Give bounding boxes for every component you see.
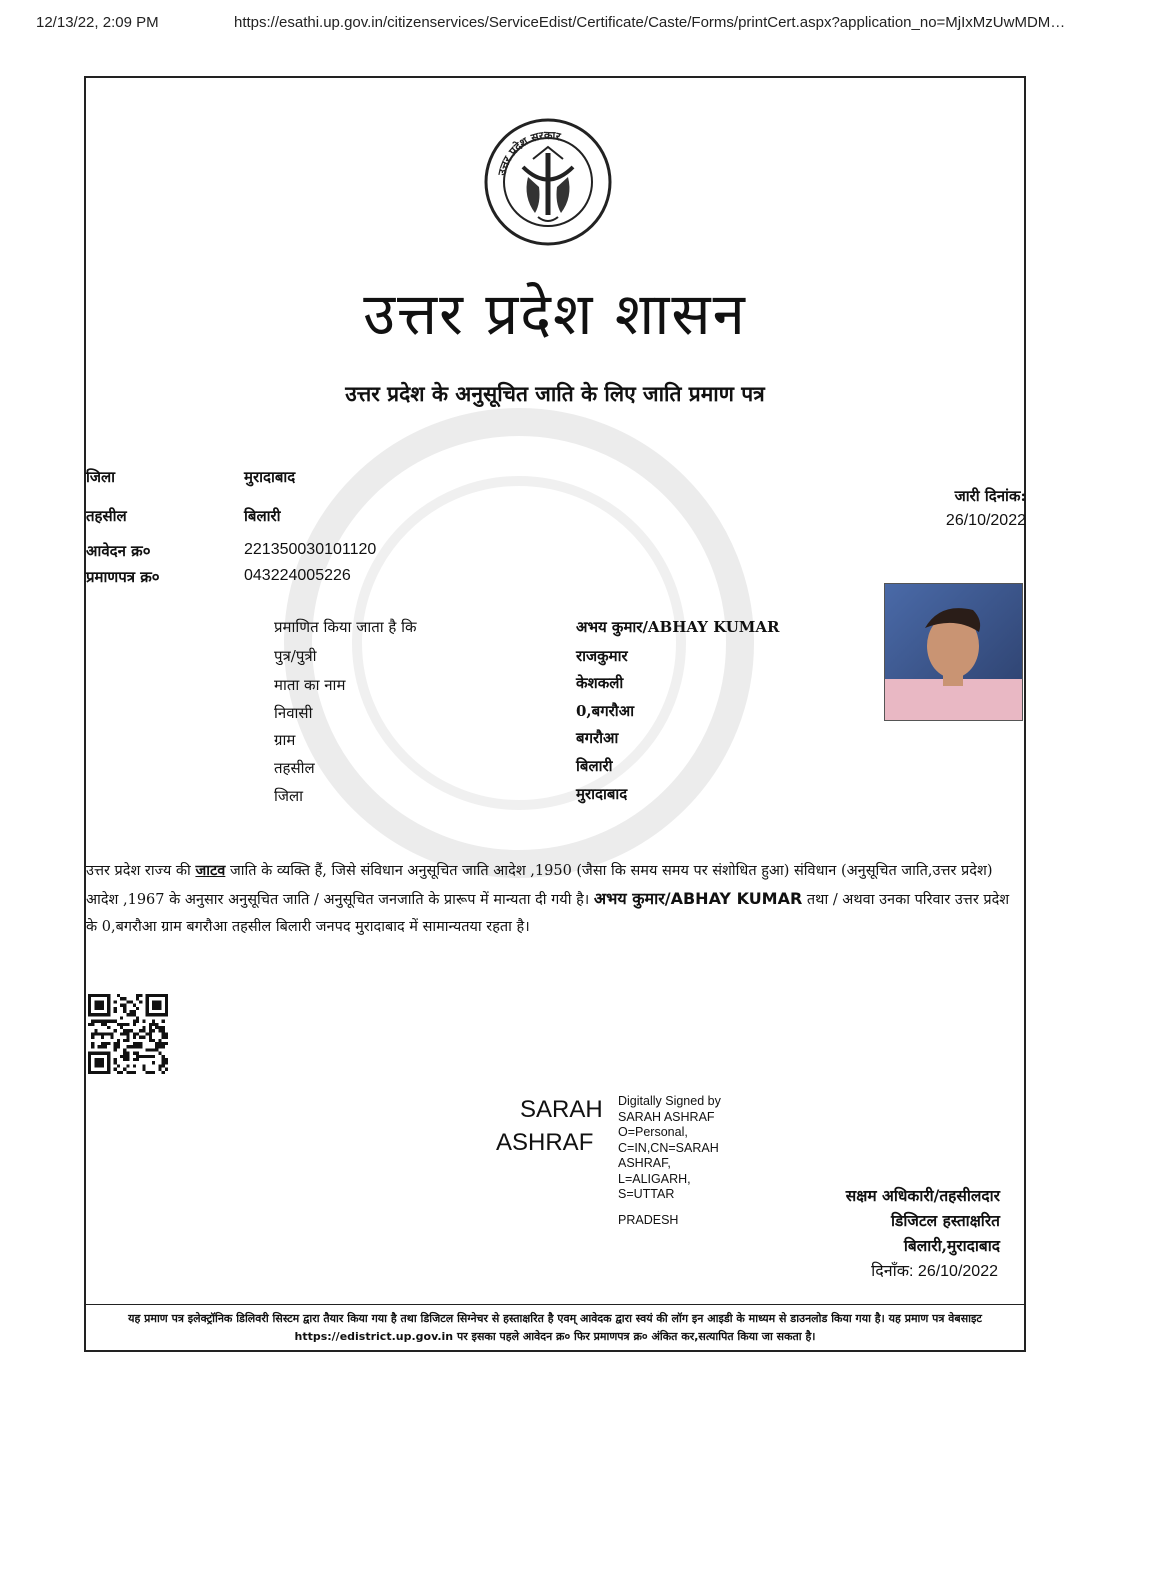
statement-part-3: तथा / अथवा उनका परिवार उत्तर प्रदेश के 0,बगरौआ ग्राम बगरौआ तहसील बिलारी जनपद मुरादाबाद में सामान्यतया रहता है। [86,892,1010,935]
officer-digitally-signed: डिजिटल हस्ताक्षरित [891,1211,1000,1230]
watermark-seal-inner [352,476,686,810]
sig-line: Digitally Signed by [618,1094,721,1108]
signer-name-line2: ASHRAF [496,1129,594,1156]
sig-line-pradesh: PRADESH [618,1213,679,1227]
sig-line: O=Personal, [618,1125,688,1139]
detail-value-tehsil: बिलारी [576,757,613,775]
application-number-value: 221350030101120 [244,541,377,558]
certificate-number-value: 043224005226 [244,567,351,584]
footer-note: यह प्रमाण पत्र इलेक्ट्रॉनिक डिलिवरी सिस्टम द्वारा तैयार किया गया है तथा डिजिटल सिग्नेचर से हस्ताक्षरित है एवम् आवेदक द्वारा स्वयं की लॉग इन आइडी के माध्यम से डाउनलोड किया गया है। यह प्रमाण पत्र वेबसाइट https://edistrict.up.gov.in पर इसका पहले आवेदन क्र० फिर प्रमाणपत्र क्र० अंकित कर,सत्यापित किया जा सकता है। [128,1312,982,1343]
sig-line: ASHRAF, [618,1156,671,1170]
print-timestamp: 12/13/22, 2:09 PM [36,14,159,31]
tehsil-label: तहसील [86,507,127,525]
detail-value-mother: केशकली [576,674,624,692]
officer-place: बिलारी,मुरादाबाद [903,1236,1000,1255]
district-value: मुरादाबाद [244,468,296,486]
up-government-emblem-icon [483,117,613,247]
detail-label-mother: माता का नाम [274,676,346,694]
digital-signature-details [618,1094,721,1203]
issue-date-value: 26/10/2022 [945,512,1026,529]
footer-divider [86,1304,1024,1305]
applicant-photo [884,583,1023,721]
detail-label-resident: निवासी [274,704,313,722]
detail-value-name: अभय कुमार/ABHAY KUMAR [576,618,780,636]
application-number-label: आवेदन क्र० [86,542,151,560]
detail-label-certified: प्रमाणित किया जाता है कि [274,618,417,636]
detail-label-tehsil: तहसील [274,759,315,777]
detail-value-father: राजकुमार [576,647,628,665]
statement-caste: जाटव [195,862,226,879]
sig-line: SARAH ASHRAF [618,1109,715,1124]
sig-line: L=ALIGARH, [618,1171,691,1186]
emblem-text: उत्तर प्रदेश सरकार [495,128,562,177]
statement-name: अभय कुमार/ABHAY KUMAR [593,889,803,908]
certificate-statement [86,857,1016,941]
government-title: उत्तर प्रदेश शासन [363,280,747,348]
tehsil-value: बिलारी [244,507,281,525]
issue-date-label: जारी दिनांक: [954,487,1026,505]
detail-value-district: मुरादाबाद [576,785,628,803]
print-url: https://esathi.up.gov.in/citizenservices/ServiceEdist/Certificate/Caste/Forms/printCert.aspx?application_no=MjIxMzUwMDM… [234,14,1066,31]
statement-part-1: उत्तर प्रदेश राज्य की [86,863,191,879]
qr-code-icon [88,994,168,1074]
detail-label-son-daughter: पुत्र/पुत्री [274,647,317,665]
detail-value-village: बगरौआ [576,729,619,747]
officer-date: दिनाँक: 26/10/2022 [871,1263,998,1280]
certificate-subtitle: उत्तर प्रदेश के अनुसूचित जाति के लिए जाति प्रमाण पत्र [345,381,765,406]
detail-value-resident: 0,बगरौआ [576,702,635,720]
detail-label-district: जिला [274,787,304,805]
detail-label-village: ग्राम [274,731,296,749]
certificate-number-label: प्रमाणपत्र क्र० [86,568,160,586]
district-label: जिला [86,468,116,486]
statement-part-2: जाति के व्यक्ति हैं, जिसे संविधान अनुसूचित जाति आदेश ,1950 (जैसा कि समय समय पर संशोधित हुआ) संविधान (अनुसूचित जाति,उत्तर प्रदेश) आदेश ,1967 के अनुसार अनुसूचित जाति / अनुसूचित जनजाति के प्रारूप में मान्यता दी गयी है। [86,863,993,908]
signer-name-line1: SARAH [520,1096,603,1123]
officer-designation: सक्षम अधिकारी/तहसीलदार [845,1186,1000,1205]
sig-line: S=UTTAR [618,1187,675,1201]
sig-line: C=IN,CN=SARAH [618,1140,719,1155]
